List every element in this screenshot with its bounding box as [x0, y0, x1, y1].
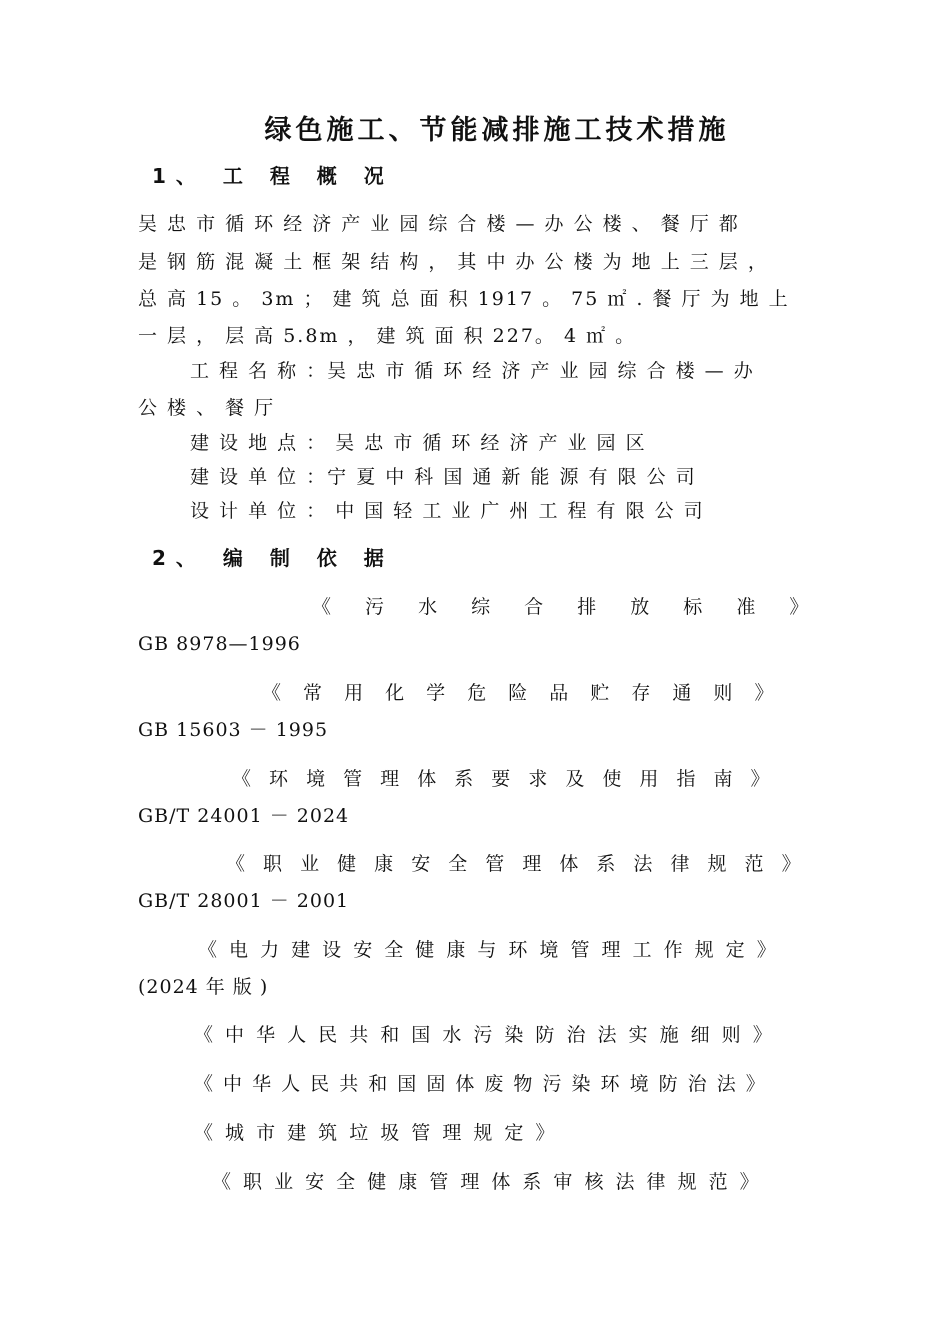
- reference-code: (2024 年 版 ): [138, 976, 269, 998]
- section-heading-overview: 1、 工 程 概 况: [152, 164, 394, 188]
- overview-line: 是 钢 筋 混 凝 土 框 架 结 构 ， 其 中 办 公 楼 为 地 上 三 层 ，: [138, 251, 769, 273]
- reference-code: GB/T 24001 － 2024: [138, 805, 350, 827]
- document-title: 绿色施工、节能减排施工技术措施: [264, 115, 730, 146]
- construction-location: 建 设 地 点 ： 吴 忠 市 循 环 经 济 产 业 园 区: [190, 432, 647, 454]
- design-unit: 设 计 单 位 ： 中 国 轻 工 业 广 州 工 程 有 限 公 司: [190, 500, 705, 522]
- overview-line: 一 层 ， 层 高 5.8m ， 建 筑 面 积 227。 4 ㎡ 。: [138, 325, 637, 347]
- law-reference: 《 中 华 人 民 共 和 国 水 污 染 防 治 法 实 施 细 则 》: [194, 1024, 775, 1046]
- overview-line: 吴 忠 市 循 环 经 济 产 业 园 综 合 楼 — 办 公 楼 、 餐 厅 都: [138, 213, 740, 235]
- reference-title: 《 职 业 健 康 安 全 管 理 体 系 法 律 规 范 》: [226, 853, 807, 875]
- reference-code: GB/T 28001 － 2001: [138, 890, 350, 912]
- law-reference: 《 职 业 安 全 健 康 管 理 体 系 审 核 法 律 规 范 》: [212, 1171, 762, 1193]
- reference-title: 《 电 力 建 设 安 全 健 康 与 环 境 管 理 工 作 规 定 》: [198, 939, 779, 961]
- project-name: 工 程 名 称 ：吴 忠 市 循 环 经 济 产 业 园 综 合 楼 — 办: [190, 360, 755, 382]
- overview-line: 总 高 15 。 3m ； 建 筑 总 面 积 1917 。 75 ㎡ . 餐 厅 为 地 上: [138, 288, 790, 310]
- law-reference: 《 城 市 建 筑 垃 圾 管 理 规 定 》: [194, 1122, 558, 1144]
- reference-code: GB 8978—1996: [138, 633, 301, 655]
- section-heading-basis: 2、 编 制 依 据: [152, 546, 394, 570]
- reference-title: 《 污 水 综 合 排 放 标 准 》: [312, 596, 823, 618]
- construction-owner: 建 设 单 位 ：宁 夏 中 科 国 通 新 能 源 有 限 公 司: [190, 466, 697, 488]
- reference-title: 《 常 用 化 学 危 险 品 贮 存 通 则 》: [262, 682, 782, 704]
- project-name-continued: 公 楼 、 餐 厅: [138, 397, 276, 419]
- reference-title: 《 环 境 管 理 体 系 要 求 及 使 用 指 南 》: [232, 768, 776, 790]
- reference-code: GB 15603 － 1995: [138, 719, 329, 741]
- law-reference: 《 中 华 人 民 共 和 国 固 体 废 物 污 染 环 境 防 治 法 》: [194, 1073, 767, 1095]
